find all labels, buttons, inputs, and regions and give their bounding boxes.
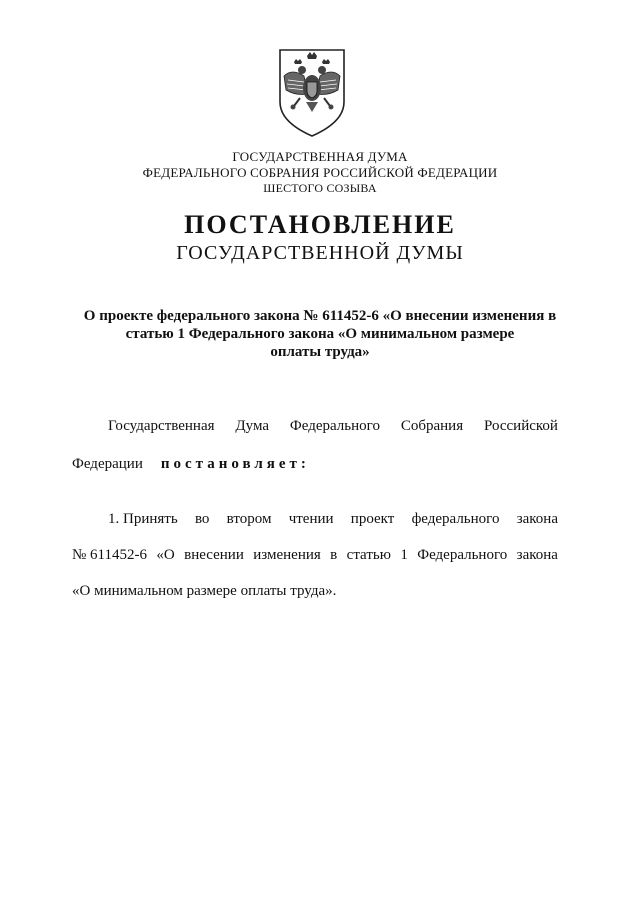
subject-line-2: статью 1 Федерального закона «О минимальном размере — [125, 326, 515, 342]
word: федерального — [411, 511, 500, 527]
word: Дума — [235, 418, 270, 434]
paragraph-2-line-2 — [72, 546, 558, 564]
russian-coat-of-arms-icon — [274, 46, 350, 138]
word: № 611452-6 — [72, 547, 147, 563]
word: в — [330, 547, 338, 563]
header-duma: ГОСУДАРСТВЕННАЯ ДУМА — [232, 149, 408, 164]
word: изменения — [253, 547, 321, 563]
document-subtitle: ГОСУДАРСТВЕННОЙ ДУМЫ — [176, 242, 464, 264]
word: проект — [350, 511, 395, 527]
paragraph-1-line-1 — [108, 417, 558, 435]
word: Федерации — [72, 456, 143, 472]
paragraph-2-line-1 — [108, 510, 558, 528]
paragraph-2-line-3: «О минимальном размере оплаты труда». — [72, 583, 337, 599]
word: внесении — [184, 547, 244, 563]
word: Федерального — [289, 418, 380, 434]
word: Федерального — [417, 547, 508, 563]
subject-line-1: О проекте федерального закона № 611452-6 «О внесении изменения в — [83, 308, 557, 324]
header-convocation: ШЕСТОГО СОЗЫВА — [263, 181, 377, 195]
resolves-spaced: постановляет: — [160, 456, 310, 472]
word: Российской — [484, 418, 558, 434]
word: втором — [226, 511, 272, 527]
word: Собрания — [400, 418, 464, 434]
word: «О — [156, 547, 175, 563]
header-federal-assembly: ФЕДЕРАЛЬНОГО СОБРАНИЯ РОССИЙСКОЙ ФЕДЕРАЦИИ — [142, 165, 498, 180]
paragraph-1-line-2 — [72, 455, 558, 473]
document-title: ПОСТАНОВЛЕНИЕ — [184, 210, 456, 239]
subject-line-3: оплаты труда» — [270, 344, 370, 360]
word: статью — [346, 547, 391, 563]
word: 1 — [400, 547, 408, 563]
word: Государственная — [108, 418, 215, 434]
word: закона — [516, 547, 558, 563]
word: закона — [516, 511, 558, 527]
word: 1. Принять — [108, 511, 178, 527]
word: чтении — [288, 511, 334, 527]
word: во — [194, 511, 210, 527]
